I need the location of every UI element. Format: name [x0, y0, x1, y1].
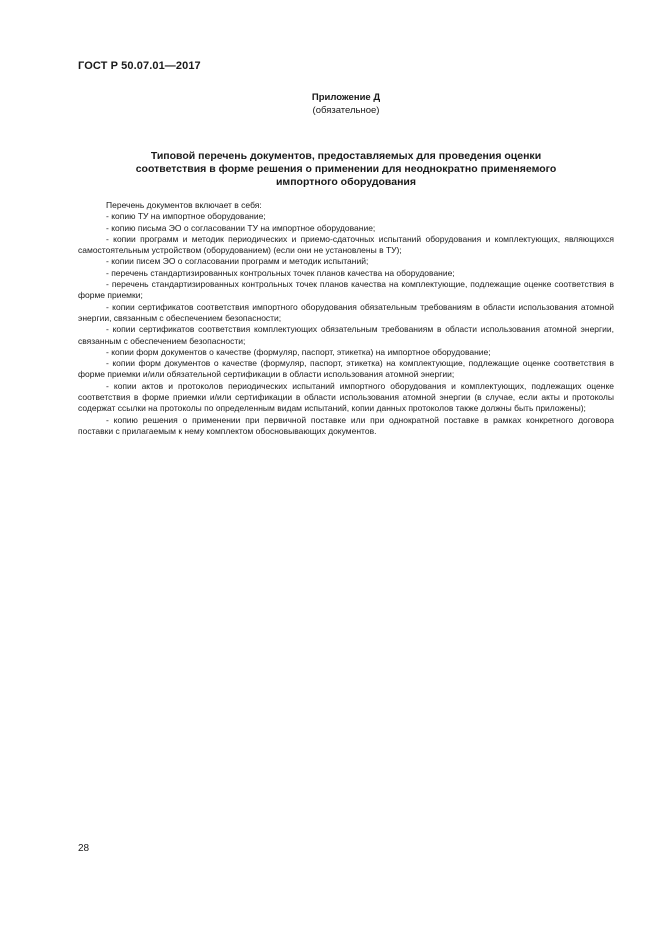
document-title — [78, 150, 614, 189]
document-title-line: Типовой перечень документов, предоставляемых для проведения оценки — [150, 150, 542, 162]
list-item: - перечень стандартизированных контрольных точек планов качества на оборудование; — [106, 267, 455, 278]
list-item: - копии программ и методик периодических и приемо-сдаточных испытаний оборудования и комплектующих, являющихся самостоятельным устройством (оборудованием) (если они не установлены в ТУ); — [78, 233, 614, 256]
list-item: - копии актов и протоколов периодических испытаний импортного оборудования и комплектующих, подлежащих оценке соответствия в форме приемки и/или сертификации в области использования атомной энергии (в случае, если акты и протоколы содержат ссылки на протоколы по определенным видам испытаний, копии данных протоколов также должны быть приложены); — [78, 380, 614, 414]
intro-paragraph: Перечень документов включает в себя: — [106, 200, 262, 210]
list-item: - перечень стандартизированных контрольных точек планов качества на комплектующие, подлежащие оценке соответствия в форме приемки; — [78, 279, 614, 301]
appendix-title: Приложение Д — [311, 92, 381, 103]
list-item: - копию ТУ на импортное оборудование; — [106, 211, 266, 222]
list-item: - копии форм документов о качестве (формуляр, паспорт, этикетка) на импортное оборудование; — [106, 346, 491, 357]
document-body — [78, 200, 614, 437]
list-item: - копии писем ЭО о согласовании программ и методик испытаний; — [106, 256, 369, 267]
document-title-line: соответствия в форме решения о применении для неоднократно применяемого — [135, 163, 557, 175]
list-item: - копии сертификатов соответствия комплектующих обязательным требованиям в области использования атомной энергии, связанным с обеспечением безопасности; — [78, 324, 614, 346]
appendix-status: (обязательное) — [312, 105, 380, 116]
appendix-heading — [246, 91, 446, 117]
standard-code-header: ГОСТ Р 50.07.01—2017 — [78, 60, 201, 72]
list-item: - копии форм документов о качестве (формуляр, паспорт, этикетка) на комплектующие, подлежащие оценке соответствия в форме приемки и/или обязательной сертификации в области использования атомной энергии; — [78, 358, 614, 380]
list-item: - копию письма ЭО о согласовании ТУ на импортное оборудование; — [106, 222, 376, 233]
page-number: 28 — [78, 843, 90, 854]
list-item: - копию решения о применении при первичной поставке или при однократной поставке в рамках конкретного договора поставки с прилагаемым к нему комплектом обосновывающих документов. — [78, 414, 614, 436]
list-item: - копии сертификатов соответствия импортного оборудования обязательным требованиям в области использования атомной энергии, связанным с обеспечением безопасности; — [78, 301, 614, 323]
document-title-line: импортного оборудования — [275, 176, 417, 188]
